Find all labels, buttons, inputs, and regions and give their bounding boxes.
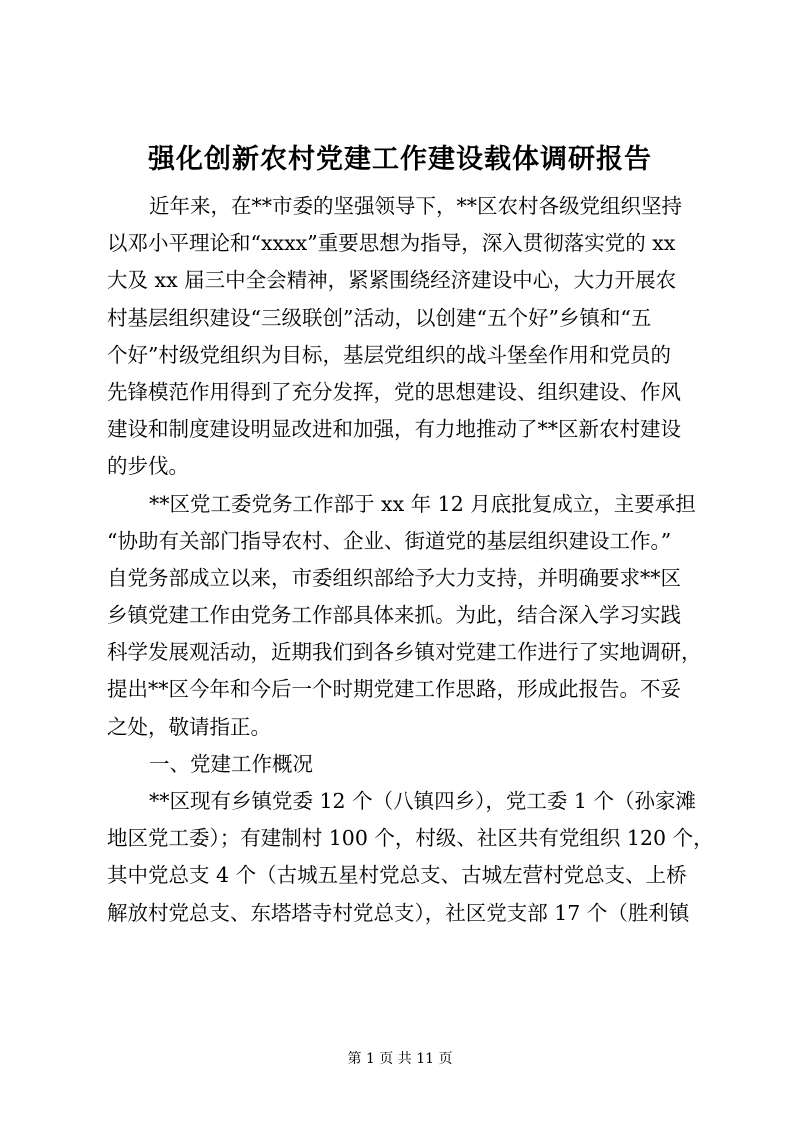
text-line: 村基层组织建设“三级联创”活动，以创建“五个好”乡镇和“五 — [107, 305, 652, 330]
text-line: 以邓小平理论和“xxxx”重要思想为指导，深入贯彻落实党的 xx — [107, 231, 676, 256]
text-line: 乡镇党建工作由党务工作部具体来抓。为此，结合深入学习实践 — [107, 603, 681, 628]
text-line: 建设和制度建设明显改进和加强，有力地推动了**区新农村建设 — [107, 417, 681, 442]
text-line: 自党务部成立以来，市委组织部给予大力支持，并明确要求**区 — [107, 565, 681, 590]
text-line: 的步伐。 — [107, 454, 189, 479]
text-line: 个好”村级党组织为目标，基层党组织的战斗堡垒作用和党员的 — [107, 342, 671, 367]
text-line: 先锋模范作用得到了充分发挥，党的思想建设、组织建设、作风 — [107, 379, 681, 404]
text-line: 提出**区今年和今后一个时期党建工作思路，形成此报告。不妥 — [107, 677, 681, 702]
section-heading: 一、党建工作概况 — [149, 751, 313, 776]
text-line: 大及 xx 届三中全会精神，紧紧围绕经济建设中心，大力开展农 — [107, 268, 677, 293]
text-line: **区现有乡镇党委 12 个（八镇四乡），党工委 1 个（孙家滩 — [149, 789, 696, 813]
page-footer: 第 1 页 共 11 页 — [347, 1051, 453, 1067]
text-line: 其中党总支 4 个（古城五星村党总支、古城左营村党总支、上桥 — [107, 863, 687, 888]
document-title: 强化创新农村党建工作建设载体调研报告 — [148, 144, 652, 175]
text-line: 近年来，在**市委的坚强领导下，**区农村各级党组织坚持 — [149, 194, 682, 218]
document-body — [107, 188, 714, 932]
text-line: **区党工委党务工作部于 xx 年 12 月底批复成立，主要承担 — [149, 491, 696, 516]
text-line: “协助有关部门指导农村、企业、街道党的基层组织建设工作。” — [107, 528, 672, 553]
text-line: 地区党工委）；有建制村 100 个，村级、社区共有党组织 120 个， — [107, 826, 714, 851]
text-line: 解放村党总支、东塔塔寺村党总支），社区党支部 17 个（胜利镇 — [107, 900, 690, 925]
text-line: 科学发展观活动，近期我们到各乡镇对党建工作进行了实地调研， — [107, 640, 702, 665]
text-line: 之处，敬请指正。 — [107, 714, 271, 739]
